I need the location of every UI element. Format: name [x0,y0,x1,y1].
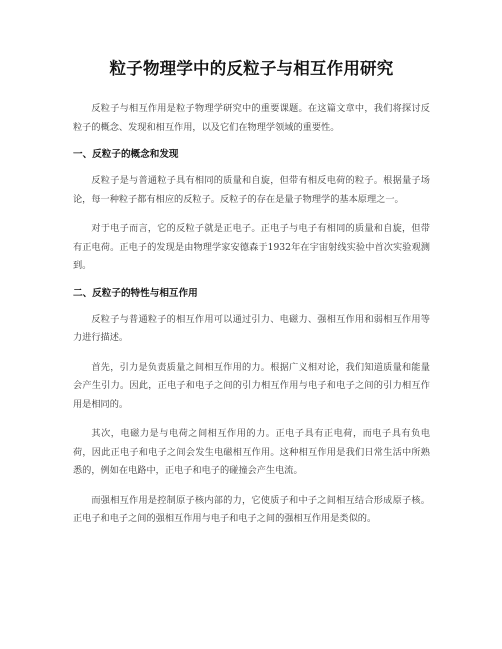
section-1-paragraph-2: 对于电子而言，它的反粒子就是正电子。正电子与电子有相同的质量和自旋，但带有正电荷。正电子的发现是由物理学家安德森于1932年在宇宙射线实验中首次实验观测到。 [73,223,430,271]
section-1-paragraph-1: 反粒子是与普通粒子具有相同的质量和自旋，但带有相反电荷的粒子。根据量子场论，每一种粒子都有相应的反粒子。反粒子的存在是量子物理学的基本原理之一。 [73,175,430,205]
section-heading-2: 二、反粒子的特性与相互作用 [73,287,198,299]
section-2-paragraph-1: 反粒子与普通粒子的相互作用可以通过引力、电磁力、强相互作用和弱相互作用等力进行描述。 [73,313,430,343]
section-heading-1: 一、反粒子的概念和发现 [73,149,179,160]
section-2-paragraph-4: 而强相互作用是控制原子核内部的力，它使质子和中子之间相互结合形成原子核。正电子和电子之间的强相互作用与电子和电子之间的强相互作用是类似的。 [73,494,430,524]
section-2-paragraph-3: 其次，电磁力是与电荷之间相互作用的力。正电子具有正电荷，而电子具有负电荷，因此正电子和电子之间会发生电磁相互作用。这种相互作用是我们日常生活中所熟悉的，例如在电路中，正电子和电子的碰撞会产生电流。 [73,428,430,476]
intro-paragraph: 反粒子与相互作用是粒子物理学研究中的重要课题。在这篇文章中，我们将探讨反粒子的概念、发现和相互作用，以及它们在物理学领域的重要性。 [73,103,430,133]
document-title: 粒子物理学中的反粒子与相互作用研究 [109,59,394,78]
section-2-paragraph-2: 首先，引力是负责质量之间相互作用的力。根据广义相对论，我们知道质量和能量会产生引力。因此，正电子和电子之间的引力相互作用与电子和电子之间的引力相互作用是相同的。 [73,361,430,410]
